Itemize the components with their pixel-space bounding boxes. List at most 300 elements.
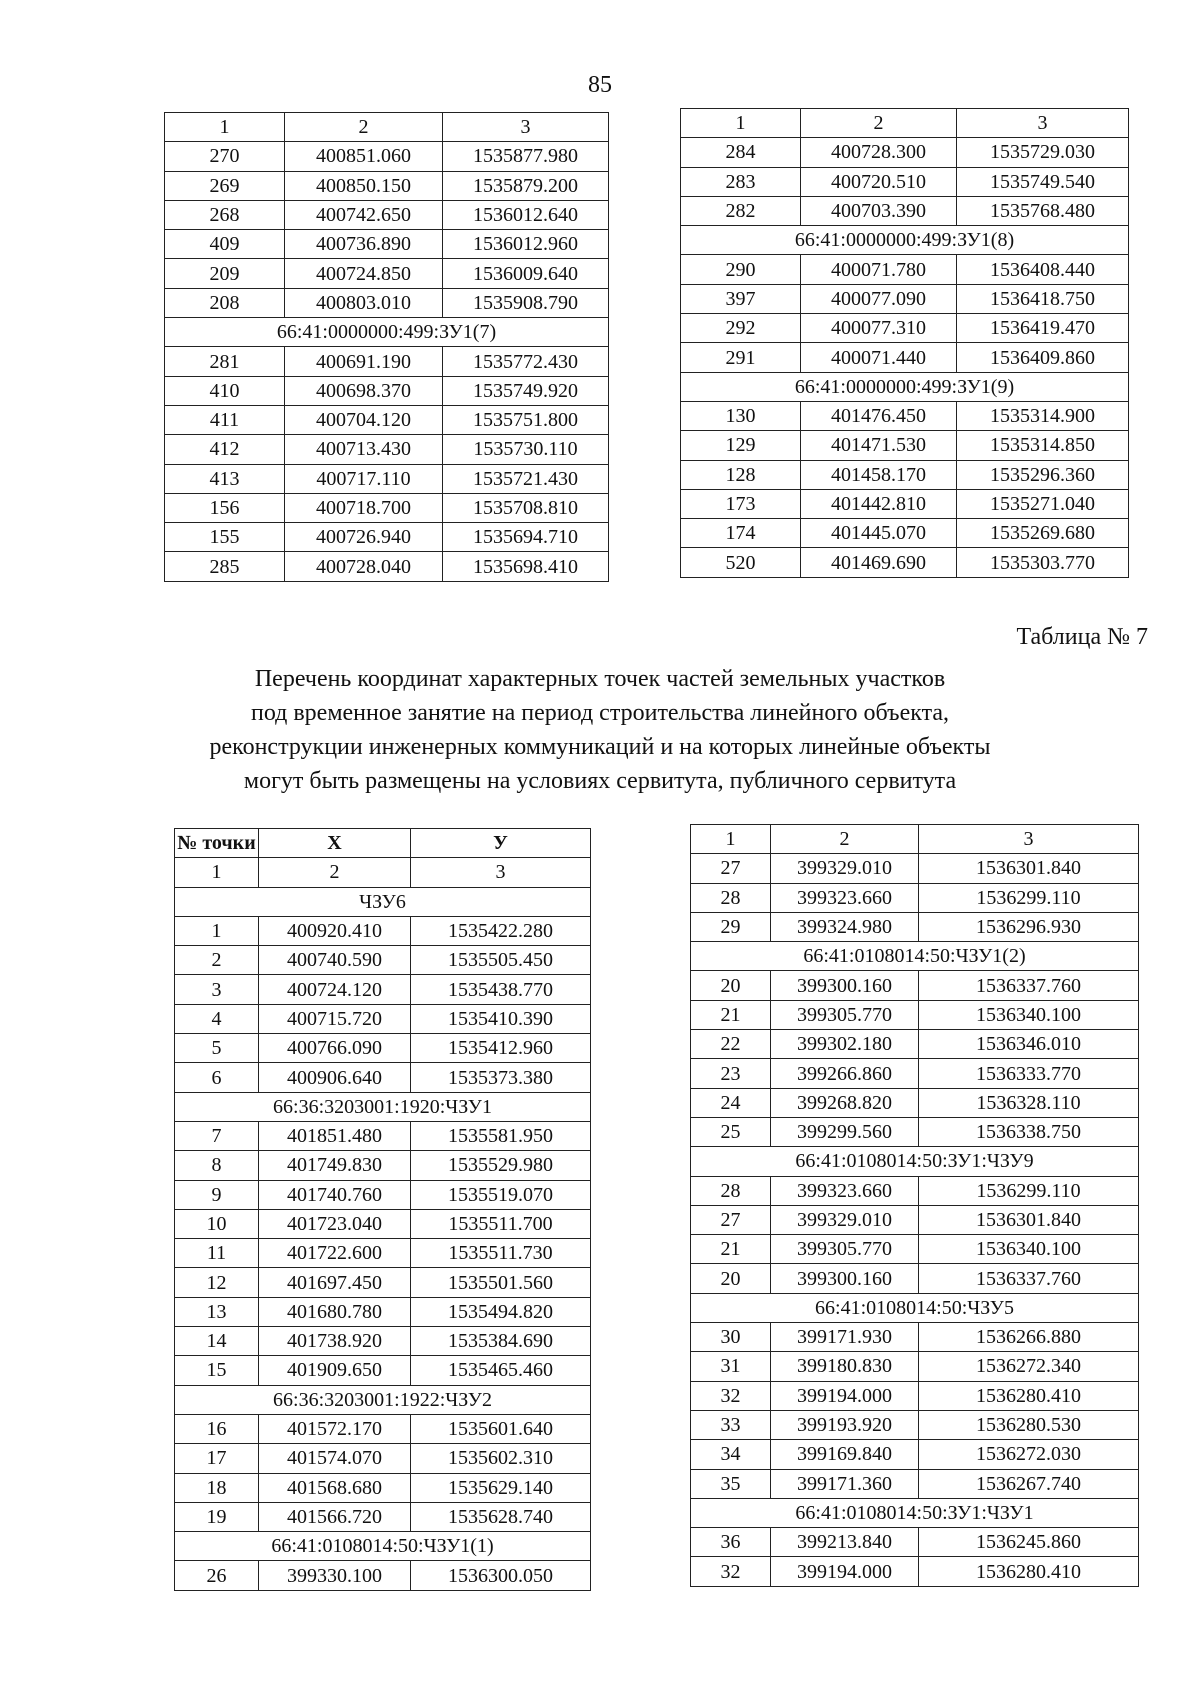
y-coordinate-cell: 1535384.690 [411,1327,591,1356]
table-row [165,464,609,493]
header-cell: 2 [285,113,443,142]
x-coordinate-cell: 401851.480 [259,1121,411,1150]
y-coordinate-cell: 1536340.100 [919,1235,1139,1264]
table-row [681,548,1129,577]
x-coordinate-cell: 399268.820 [771,1088,919,1117]
table-row [691,1030,1139,1059]
point-number-cell: 21 [691,1235,771,1264]
table-row [681,314,1129,343]
table-row [175,1004,591,1033]
x-coordinate-cell: 399324.980 [771,912,919,941]
point-number-cell: 25 [691,1117,771,1146]
point-number-cell: 16 [175,1414,259,1443]
table-row [165,376,609,405]
x-coordinate-cell: 399323.660 [771,883,919,912]
table-row [175,916,591,945]
table-row [175,1121,591,1150]
x-coordinate-cell: 400850.150 [285,171,443,200]
y-coordinate-cell: 1536272.030 [919,1440,1139,1469]
point-number-cell: 285 [165,552,285,581]
x-coordinate-cell: 400851.060 [285,142,443,171]
table-row [681,255,1129,284]
point-number-cell: 208 [165,288,285,317]
y-coordinate-cell: 1536280.410 [919,1557,1139,1586]
y-coordinate-cell: 1535602.310 [411,1444,591,1473]
section-row [175,887,591,916]
x-coordinate-cell: 401909.650 [259,1356,411,1385]
table-row [165,435,609,464]
y-coordinate-cell: 1535465.460 [411,1356,591,1385]
point-number-cell: 27 [691,1205,771,1234]
y-coordinate-cell: 1535271.040 [957,489,1129,518]
section-row [691,1293,1139,1322]
header-cell: 2 [259,858,411,887]
point-number-cell: 28 [691,883,771,912]
section-label: 66:41:0000000:499:ЗУ1(7) [165,318,609,347]
point-number-cell: 128 [681,460,801,489]
point-number-cell: 284 [681,138,801,167]
y-coordinate-cell: 1536280.410 [919,1381,1139,1410]
y-coordinate-cell: 1535296.360 [957,460,1129,489]
table-title [140,662,1060,798]
y-coordinate-cell: 1536266.880 [919,1323,1139,1352]
section-row [691,942,1139,971]
table-row [681,431,1129,460]
y-coordinate-cell: 1535879.200 [443,171,609,200]
y-coordinate-cell: 1536301.840 [919,854,1139,883]
header-row [165,113,609,142]
point-number-cell: 30 [691,1323,771,1352]
x-coordinate-cell: 399305.770 [771,1000,919,1029]
x-coordinate-cell: 400724.850 [285,259,443,288]
x-coordinate-cell: 401680.780 [259,1297,411,1326]
table-row [175,946,591,975]
point-number-cell: 32 [691,1557,771,1586]
x-coordinate-cell: 399213.840 [771,1528,919,1557]
point-number-cell: 15 [175,1356,259,1385]
y-coordinate-cell: 1535708.810 [443,493,609,522]
header-cell: 3 [443,113,609,142]
y-coordinate-cell: 1535749.920 [443,376,609,405]
point-number-cell: 397 [681,284,801,313]
point-number-cell: 8 [175,1151,259,1180]
table-row [681,196,1129,225]
point-number-cell: 20 [691,1264,771,1293]
table-row [175,1327,591,1356]
x-coordinate-cell: 399323.660 [771,1176,919,1205]
point-number-cell: 173 [681,489,801,518]
table-row [165,493,609,522]
table-row [681,284,1129,313]
x-coordinate-cell: 400071.440 [801,343,957,372]
y-coordinate-cell: 1536419.470 [957,314,1129,343]
table-row [165,552,609,581]
x-coordinate-cell: 399305.770 [771,1235,919,1264]
point-number-cell: 268 [165,200,285,229]
table-row [165,142,609,171]
point-number-cell: 269 [165,171,285,200]
point-number-cell: 29 [691,912,771,941]
point-number-cell: 7 [175,1121,259,1150]
point-number-cell: 156 [165,493,285,522]
x-coordinate-cell: 399266.860 [771,1059,919,1088]
table-row [165,259,609,288]
table-row [681,401,1129,430]
table-row [691,1059,1139,1088]
section-label: 66:41:0000000:499:ЗУ1(8) [681,226,1129,255]
section-label: ЧЗУ6 [175,887,591,916]
x-coordinate-cell: 400742.650 [285,200,443,229]
point-number-cell: 26 [175,1561,259,1590]
table-row [691,1381,1139,1410]
table-row [175,1209,591,1238]
y-coordinate-cell: 1535772.430 [443,347,609,376]
y-coordinate-cell: 1535269.680 [957,519,1129,548]
table-row [691,1117,1139,1146]
table-row [175,1444,591,1473]
x-coordinate-cell: 401566.720 [259,1502,411,1531]
point-number-cell: 24 [691,1088,771,1117]
point-number-cell: 130 [681,401,801,430]
point-number-cell: 18 [175,1473,259,1502]
x-coordinate-cell: 400698.370 [285,376,443,405]
table-row [175,1473,591,1502]
y-coordinate-cell: 1536280.530 [919,1410,1139,1439]
table-row [681,167,1129,196]
y-coordinate-cell: 1536012.640 [443,200,609,229]
section-label: 66:41:0108014:50:ЧЗУ1(1) [175,1532,591,1561]
table-row [175,1297,591,1326]
y-coordinate-cell: 1535628.740 [411,1502,591,1531]
x-coordinate-cell: 400720.510 [801,167,957,196]
point-number-cell: 283 [681,167,801,196]
table-title-line: реконструкции инженерных коммуникаций и на которых линейные объекты [209,734,991,760]
table-title-line: могут быть размещены на условиях сервитута, публичного сервитута [243,768,957,794]
y-coordinate-cell: 1535729.030 [957,138,1129,167]
section-label: 66:41:0108014:50:ЧЗУ1(2) [691,942,1139,971]
table-row [691,1323,1139,1352]
y-coordinate-cell: 1535422.280 [411,916,591,945]
table-row [691,1176,1139,1205]
table-row [691,1352,1139,1381]
y-coordinate-cell: 1535505.450 [411,946,591,975]
point-number-cell: 11 [175,1239,259,1268]
point-number-cell: 5 [175,1034,259,1063]
x-coordinate-cell: 399171.930 [771,1323,919,1352]
section-row [681,226,1129,255]
y-coordinate-cell: 1536408.440 [957,255,1129,284]
point-number-cell: 6 [175,1063,259,1092]
y-coordinate-cell: 1535768.480 [957,196,1129,225]
point-number-cell: 21 [691,1000,771,1029]
table-row [165,171,609,200]
point-number-cell: 10 [175,1209,259,1238]
x-coordinate-cell: 400713.430 [285,435,443,464]
section-label: 66:41:0000000:499:ЗУ1(9) [681,372,1129,401]
section-label: 66:41:0108014:50:ЧЗУ5 [691,1293,1139,1322]
x-coordinate-cell: 399194.000 [771,1381,919,1410]
point-number-cell: 410 [165,376,285,405]
y-coordinate-cell: 1535501.560 [411,1268,591,1297]
table-row [681,489,1129,518]
x-coordinate-cell: 400766.090 [259,1034,411,1063]
section-row [681,372,1129,401]
point-number-cell: 23 [691,1059,771,1088]
x-coordinate-cell: 399329.010 [771,854,919,883]
point-number-cell: 12 [175,1268,259,1297]
y-coordinate-cell: 1536301.840 [919,1205,1139,1234]
coordinates-table-bottom-right [690,824,1139,1587]
x-coordinate-cell: 400920.410 [259,916,411,945]
y-coordinate-cell: 1535698.410 [443,552,609,581]
table-number-label: Таблица № 7 [1016,624,1148,650]
x-coordinate-cell: 401722.600 [259,1239,411,1268]
point-number-cell: 36 [691,1528,771,1557]
x-coordinate-cell: 400728.040 [285,552,443,581]
x-coordinate-cell: 399299.560 [771,1117,919,1146]
point-number-cell: 4 [175,1004,259,1033]
y-coordinate-cell: 1535877.980 [443,142,609,171]
x-coordinate-cell: 400736.890 [285,230,443,259]
header-cell: 1 [681,109,801,138]
y-coordinate-cell: 1535511.730 [411,1239,591,1268]
y-coordinate-cell: 1536299.110 [919,883,1139,912]
table-row [175,1151,591,1180]
y-coordinate-cell: 1536340.100 [919,1000,1139,1029]
x-coordinate-cell: 400717.110 [285,464,443,493]
table-row [691,1440,1139,1469]
section-row [175,1092,591,1121]
table-row [681,343,1129,372]
point-number-cell: 409 [165,230,285,259]
x-coordinate-cell: 399300.160 [771,971,919,1000]
y-coordinate-cell: 1535511.700 [411,1209,591,1238]
table-row [691,883,1139,912]
y-coordinate-cell: 1535721.430 [443,464,609,493]
section-row [165,318,609,347]
y-coordinate-cell: 1535410.390 [411,1004,591,1033]
x-coordinate-cell: 401458.170 [801,460,957,489]
point-number-cell: 20 [691,971,771,1000]
table-row [691,1557,1139,1586]
header-cell: 3 [957,109,1129,138]
table-row [681,138,1129,167]
point-number-cell: 520 [681,548,801,577]
header-cell: 3 [411,858,591,887]
y-coordinate-cell: 1536337.760 [919,1264,1139,1293]
x-coordinate-cell: 400718.700 [285,493,443,522]
header-cell: 1 [175,858,259,887]
column-title-cell: Х [259,829,411,858]
point-number-cell: 22 [691,1030,771,1059]
x-coordinate-cell: 401723.040 [259,1209,411,1238]
table-row [691,1264,1139,1293]
x-coordinate-cell: 401738.920 [259,1327,411,1356]
point-number-cell: 292 [681,314,801,343]
page-number: 85 [588,72,612,98]
column-title-cell: У [411,829,591,858]
x-coordinate-cell: 401740.760 [259,1180,411,1209]
table-row [691,854,1139,883]
y-coordinate-cell: 1536012.960 [443,230,609,259]
header-cell: 1 [691,825,771,854]
table-row [175,1034,591,1063]
x-coordinate-cell: 400803.010 [285,288,443,317]
table-row [175,1239,591,1268]
table-row [165,347,609,376]
x-coordinate-cell: 401697.450 [259,1268,411,1297]
point-number-cell: 14 [175,1327,259,1356]
x-coordinate-cell: 400715.720 [259,1004,411,1033]
y-coordinate-cell: 1536272.340 [919,1352,1139,1381]
y-coordinate-cell: 1535629.140 [411,1473,591,1502]
x-coordinate-cell: 399180.830 [771,1352,919,1381]
point-number-cell: 2 [175,946,259,975]
x-coordinate-cell: 400726.940 [285,523,443,552]
table-row [681,460,1129,489]
point-number-cell: 34 [691,1440,771,1469]
table-row [691,1410,1139,1439]
point-number-cell: 17 [175,1444,259,1473]
point-number-cell: 27 [691,854,771,883]
x-coordinate-cell: 400691.190 [285,347,443,376]
header-row [691,825,1139,854]
x-coordinate-cell: 400740.590 [259,946,411,975]
point-number-cell: 35 [691,1469,771,1498]
point-number-cell: 413 [165,464,285,493]
table-row [165,288,609,317]
y-coordinate-cell: 1535519.070 [411,1180,591,1209]
x-coordinate-cell: 399193.920 [771,1410,919,1439]
table-row [691,1088,1139,1117]
y-coordinate-cell: 1536328.110 [919,1088,1139,1117]
x-coordinate-cell: 400077.090 [801,284,957,313]
x-coordinate-cell: 401572.170 [259,1414,411,1443]
y-coordinate-cell: 1536009.640 [443,259,609,288]
x-coordinate-cell: 400906.640 [259,1063,411,1092]
y-coordinate-cell: 1536418.750 [957,284,1129,313]
point-number-cell: 32 [691,1381,771,1410]
x-coordinate-cell: 401749.830 [259,1151,411,1180]
x-coordinate-cell: 399300.160 [771,1264,919,1293]
table-row [691,1528,1139,1557]
y-coordinate-cell: 1535581.950 [411,1121,591,1150]
section-row [691,1147,1139,1176]
y-coordinate-cell: 1535601.640 [411,1414,591,1443]
column-title-cell: № точки [175,829,259,858]
header-cell: 1 [165,113,285,142]
table-row [691,1235,1139,1264]
point-number-cell: 19 [175,1502,259,1531]
table-row [165,523,609,552]
coordinates-table-bottom-left [174,828,591,1591]
y-coordinate-cell: 1535730.110 [443,435,609,464]
point-number-cell: 13 [175,1297,259,1326]
point-number-cell: 28 [691,1176,771,1205]
section-label: 66:36:3203001:1922:ЧЗУ2 [175,1385,591,1414]
table-title-line: Перечень координат характерных точек частей земельных участков [254,666,946,692]
header-cell: 2 [801,109,957,138]
coordinates-table-top-left [164,112,609,582]
y-coordinate-cell: 1536299.110 [919,1176,1139,1205]
y-coordinate-cell: 1535412.960 [411,1034,591,1063]
x-coordinate-cell: 399329.010 [771,1205,919,1234]
table-row [165,405,609,434]
table-title-line: под временное занятие на период строительства линейного объекта, [250,700,950,726]
header-cell: 2 [771,825,919,854]
point-number-cell: 1 [175,916,259,945]
table-row [175,1502,591,1531]
section-label: 66:41:0108014:50:ЗУ1:ЧЗУ9 [691,1147,1139,1176]
x-coordinate-cell: 401574.070 [259,1444,411,1473]
section-row [175,1532,591,1561]
point-number-cell: 9 [175,1180,259,1209]
table-row [175,1268,591,1297]
point-number-cell: 129 [681,431,801,460]
y-coordinate-cell: 1536296.930 [919,912,1139,941]
point-number-cell: 290 [681,255,801,284]
x-coordinate-cell: 400704.120 [285,405,443,434]
x-coordinate-cell: 399169.840 [771,1440,919,1469]
table-row [691,1469,1139,1498]
x-coordinate-cell: 401568.680 [259,1473,411,1502]
point-number-cell: 270 [165,142,285,171]
y-coordinate-cell: 1535908.790 [443,288,609,317]
header-cell: 3 [919,825,1139,854]
y-coordinate-cell: 1535694.710 [443,523,609,552]
table-row [691,1000,1139,1029]
x-coordinate-cell: 401469.690 [801,548,957,577]
section-row [175,1385,591,1414]
y-coordinate-cell: 1535314.900 [957,401,1129,430]
point-number-cell: 3 [175,975,259,1004]
point-number-cell: 291 [681,343,801,372]
table-row [691,912,1139,941]
point-number-cell: 155 [165,523,285,552]
point-number-cell: 411 [165,405,285,434]
x-coordinate-cell: 399194.000 [771,1557,919,1586]
point-number-cell: 209 [165,259,285,288]
x-coordinate-cell: 400071.780 [801,255,957,284]
y-coordinate-cell: 1535749.540 [957,167,1129,196]
table-row [681,519,1129,548]
table-row [175,1414,591,1443]
table-row [175,975,591,1004]
point-number-cell: 33 [691,1410,771,1439]
table-row [165,200,609,229]
x-coordinate-cell: 400077.310 [801,314,957,343]
header-row [681,109,1129,138]
section-label: 66:36:3203001:1920:ЧЗУ1 [175,1092,591,1121]
y-coordinate-cell: 1535373.380 [411,1063,591,1092]
table-row [165,230,609,259]
table-row [691,1205,1139,1234]
x-coordinate-cell: 401476.450 [801,401,957,430]
coordinates-table-top-right [680,108,1129,578]
y-coordinate-cell: 1535494.820 [411,1297,591,1326]
x-coordinate-cell: 399171.360 [771,1469,919,1498]
table-row [175,1063,591,1092]
y-coordinate-cell: 1536267.740 [919,1469,1139,1498]
y-coordinate-cell: 1535314.850 [957,431,1129,460]
y-coordinate-cell: 1535529.980 [411,1151,591,1180]
y-coordinate-cell: 1536346.010 [919,1030,1139,1059]
x-coordinate-cell: 401445.070 [801,519,957,548]
point-number-cell: 31 [691,1352,771,1381]
section-row [691,1498,1139,1527]
y-coordinate-cell: 1536300.050 [411,1561,591,1590]
x-coordinate-cell: 400703.390 [801,196,957,225]
